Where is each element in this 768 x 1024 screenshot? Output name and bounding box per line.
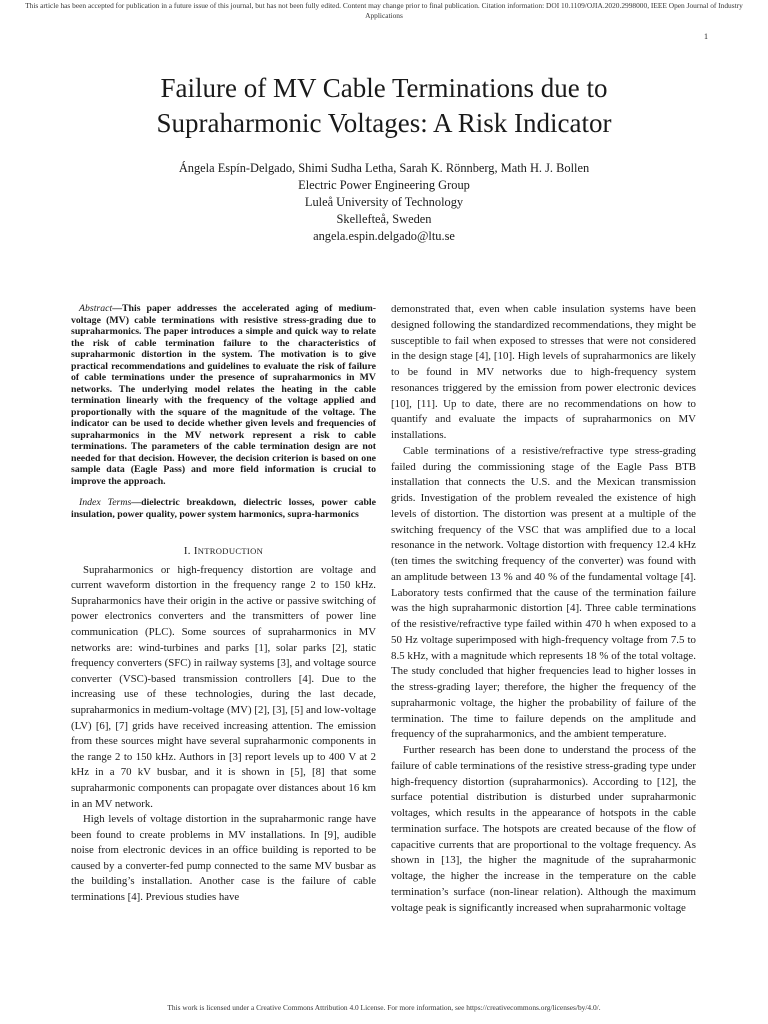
title-line-2: Supraharmonic Voltages: A Risk Indicator	[156, 108, 612, 138]
index-terms-label: Index Terms	[79, 497, 132, 508]
journal-notice: This article has been accepted for publication in a future issue of this journal, but has not been fully edited. Content may change prior to final publication. Citation information: DOI 10.1109/OJIA.2020.2998000, IEEE Open Journal of Industry Applications	[25, 1, 743, 20]
section-title-rest: NTRODUCTION	[197, 546, 264, 556]
intro-paragraph-2: High levels of voltage distortion in the supraharmonic range have been found to create problems in MV installations. In [9], audible noise from electronic devices in an office building is reported to be caused by a converter-fed pump connected to the same MV busbar as the building’s installation. Another case is the failure of cable terminations [4]. Previous studies have	[71, 813, 376, 904]
author-block	[40, 160, 728, 245]
right-column	[391, 302, 696, 916]
abstract-label: Abstract	[79, 303, 113, 314]
paper-title	[40, 71, 728, 141]
section-number: I.	[183, 545, 194, 557]
section-first-letter: I	[193, 545, 198, 557]
index-terms	[71, 497, 376, 520]
author-email: angela.espin.delgado@ltu.se	[313, 229, 455, 243]
right-paragraph-3: Further research has been done to understand the process of the failure of cable terminations of the resistive stress-grading type under high-frequency distortion (supraharmonics). According to [12], the surface potential distribution is disturbed under supraharmonic voltages, which results in the appearance of hotspots in the cable termination surface. The hotspots are created because of the flow of capacitive currents that are proportional to the voltage frequency. As shown in [13], the higher the magnitude of the supraharmonic voltage, the higher the increase in the temperature on the cable termination’s surface (non-linear relation). Although the maximum voltage peak is significantly increased when supraharmonic voltage	[391, 744, 696, 914]
intro-paragraph-1: Supraharmonics or high-frequency distortion are voltage and current waveform distortion in the frequency range 2 to 150 kHz. Supraharmonics have their origin in the active or passive switching of power electronics converters and the transmitters of power line communication (PLC). Some sources of supraharmonics in MV networks are: wind-turbines and parks [1], solar parks [2], static frequency converters (SFC) in railway systems [3], and voltage source converter (VSC)-based transmission controllers [4]. Due to the increasing use of these technologies, during the last decade, supraharmonics in medium-voltage (MV) [2], [3], [5] and low-voltage (LV) [6], [7] grids have received increasing attention. The emission from these sources might have several supraharmonic components in the range 2 to 150 kHz. Authors in [3] report levels up to 400 V at 2 kHz in a 70 kV busbar, and it is shown in [5], [8] that some supraharmonic components can propagate over distances about 16 km in an MV network.	[71, 563, 376, 810]
right-paragraph-2: Cable terminations of a resistive/refractive type stress-grading failed during the commissioning stage of the Eagle Pass BTB installation that connects the U.S. and the Mexican transmission grids. Investigation of the problem revealed the existence of high levels of distortion. The distortion was present at a multiple of the switching frequency of the VSC that was amplified due to a local resonance in the network. Voltage distortion with frequency 12.4 kHz (ten times the switching frequency of the converter) was found with an amplitude between 13 % and 40 % of the fundamental voltage [4]. Laboratory tests confirmed that the cause of the termination failure was the high supraharmonic distortion [4]. Three cable terminations of the resistive/refractive type failed within 470 h when exposed to a 50 Hz voltage superimposed with high-frequency voltage from 7.5 to 8.5 kHz, with a magnitude which represents 18 % of the total voltage. The study concluded that higher frequencies lead to higher losses in the stress-grading layer; therefore, the higher the frequency of the supraharmonic voltage, the higher the probability of failure of the termination. The time to failure depends on the amplitude and frequency of the supraharmonics, and the ambient temperature.	[391, 444, 696, 741]
right-paragraph-1: demonstrated that, even when cable insulation systems have been designed following the standardized recommendations, they might be susceptible to fail when exposed to stresses that were not considered in the design stage [4], [10]. High levels of supraharmonics are likely to be found in MV networks due to high-frequency system resonances triggered by the emission from power electronic devices [10], [11]. Up to date, there are no recommendations on how to quantify and evaluate the impacts of supraharmonics on MV installations.	[391, 303, 696, 441]
author-city: Skellefteå, Sweden	[336, 212, 432, 226]
index-terms-text: —dielectric breakdown, dielectric losses, power cable insulation, power quality, power system harmonics, supra-harmonics	[71, 497, 376, 520]
title-line-1: Failure of MV Cable Terminations due to	[160, 73, 608, 103]
section-heading-introduction	[71, 544, 376, 560]
page-number: 1	[704, 32, 708, 41]
author-names: Ángela Espín-Delgado, Shimi Sudha Letha, Sarah K. Rönnberg, Math H. J. Bollen	[178, 161, 590, 175]
license-footer: This work is licensed under a Creative Commons Attribution 4.0 License. For more information, see https://creativecommons.org/licenses/by/4.0/.	[167, 1003, 601, 1012]
abstract	[71, 303, 376, 487]
abstract-text: —This paper addresses the accelerated aging of medium-voltage (MV) cable terminations with resistive stress-grading due to supraharmonics. The paper introduces a simple and quick way to relate the risk of cable termination failure to the characteristics of supraharmonic distortion in the system. The motivation is to give practical recommendations and guidelines to evaluate the risk of failure of cable terminations under the presence of supraharmonics in MV networks. The underlying model relates the heating in the cable termination linearly with the frequency of the voltage applied and proportionally with the square of the magnitude of the voltage. The indicator can be used to decide whether given levels and frequencies of supraharmonics in the MV network represent a risk to cable terminations. The parameters of the cable termination design are not needed for that decision. However, the decision criterion is based on one sample data (Eagle Pass) and more field information is crucial to improve the approach.	[71, 303, 376, 487]
author-university: Luleå University of Technology	[304, 195, 464, 209]
left-column	[71, 303, 376, 906]
author-group: Electric Power Engineering Group	[298, 178, 470, 192]
